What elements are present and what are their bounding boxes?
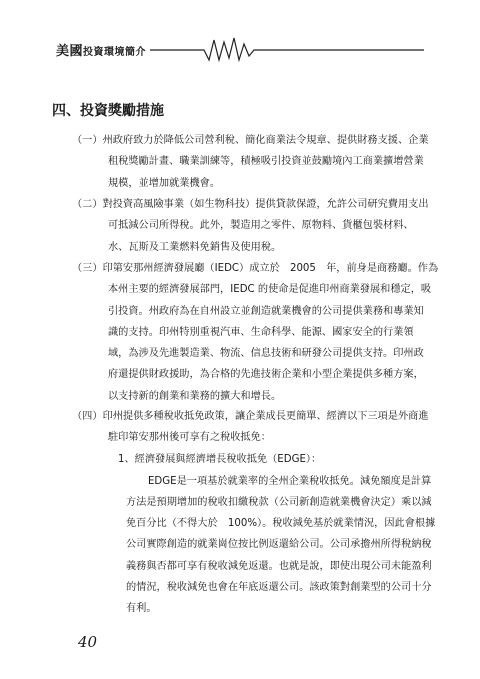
paragraph-line: EDGE是一項基於就業率的全州企業稅收抵免。減免額度是計算 (148, 475, 432, 487)
paragraph-line: 免百分比（不得大於 100%）。稅收減免基於就業情況，因此會根據 (126, 518, 436, 530)
paragraph-label: （二） (72, 199, 103, 210)
paragraph-line: 可抵減公司所得稅。此外，製造用之零件、原物料、貨櫃包裝材料、 (108, 220, 414, 232)
paragraph-1 (72, 130, 429, 151)
paragraph-line: 公司實際創造的就業崗位按比例返還給公司。公司承擔州所得稅納稅 (126, 539, 432, 551)
header-title-main: 美國 (56, 44, 84, 59)
paragraph-4 (72, 406, 429, 427)
paragraph-label: （四） (72, 411, 103, 422)
paragraph-3-continued (108, 279, 431, 407)
paragraph-line: 州政府致力於降低公司營利稅、簡化商業法令規章、提供財務支援、企業 (102, 135, 429, 146)
paragraph-line: 方法是預期增加的稅收扣繳稅款（公司新創造就業機會決定）乘以減 (126, 496, 432, 508)
paragraph-label: （一） (72, 135, 103, 146)
paragraph-line: 本州主要的經濟發展部門，IEDC 的使命是促進印州商業發展和穩定，吸 (108, 284, 432, 296)
paragraph-line: 租稅獎勵計畫、職業訓練等，積極吸引投資並鼓勵境內工商業擴增營業 (108, 156, 424, 168)
paragraph-line: 域，為涉及先進製造業、物流、信息技術和研發公司提供支持。印州政 (108, 348, 424, 360)
header-title-sub: 投資環境簡介 (83, 47, 147, 58)
paragraph-line: 府還提供財政援助，為合格的先進技術企業和小型企業提供多種方案， (108, 369, 424, 381)
paragraph-line: 以支持新的創業和業務的擴大和增長。 (108, 390, 282, 402)
paragraph-line: 印第安那州經濟發展廳（IEDC）成立於 2005 年，前身是商務廳。作為 (102, 263, 439, 274)
paragraph-line: 識的支持。印州特別重視汽車、生命科學、能源、國家安全的行業領 (108, 326, 414, 338)
page-number: 40 (78, 633, 98, 651)
subitem-body (126, 492, 435, 620)
paragraph-3 (72, 258, 438, 279)
paragraph-4-continued (108, 427, 271, 448)
paragraph-1-continued (108, 151, 424, 194)
subitem-heading (118, 449, 321, 470)
paragraph-line: 水、瓦斯及工業燃料免銷售及使用稅。 (108, 241, 282, 253)
section-title: 四、投資獎勵措施 (52, 103, 164, 119)
paragraph-line: 引投資。州政府為在自州設立並創造就業機會的公司提供業務和專業知 (108, 305, 424, 317)
subitem-text: 經濟發展與經濟增長稅收抵免（EDGE）： (134, 454, 322, 465)
paragraph-line: 有利。 (126, 603, 157, 615)
subitem-label: 1、 (118, 454, 135, 465)
paragraph-line: 義務與否都可享有稅收減免返還。也就是說，即使出現公司未能盈利 (126, 560, 432, 572)
paragraph-2 (72, 194, 429, 215)
subitem-body-first (148, 471, 431, 492)
paragraph-label: （三） (72, 263, 103, 274)
paragraph-line: 對投資高風險事業（如生物科技）提供貸款保證，允許公司研究費用支出 (102, 199, 429, 210)
running-header (56, 36, 424, 68)
header-title (56, 40, 150, 59)
paragraph-2-continued (108, 215, 414, 258)
paragraph-line: 規模，並增加就業機會。 (108, 177, 221, 189)
paragraph-line: 的情況，稅收減免也會在年底返還公司。該政策對創業型的公司十分 (126, 581, 432, 593)
paragraph-line: 印州提供多種稅收抵免政策，讓企業成長更簡單、經濟以下三項是外商進 (102, 411, 429, 422)
paragraph-line: 駐印第安那州後可享有之稅收抵免： (108, 432, 271, 444)
